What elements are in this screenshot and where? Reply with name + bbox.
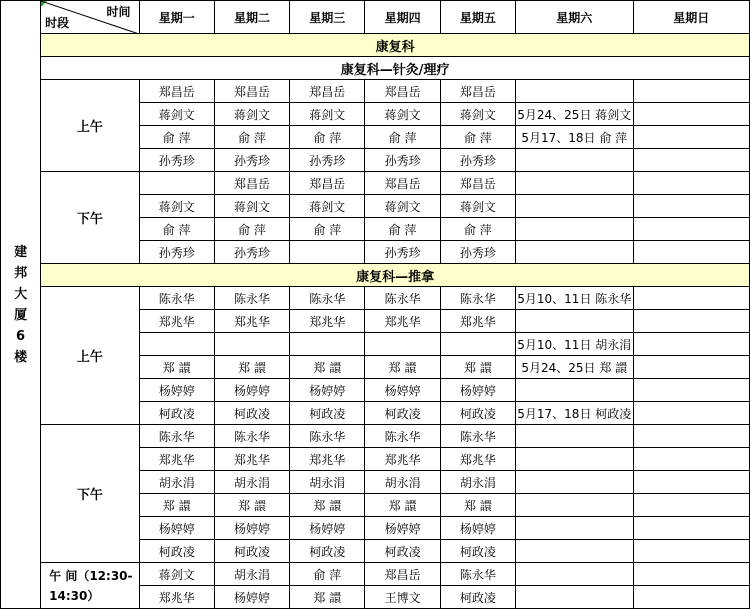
sunday-cell bbox=[633, 563, 750, 586]
doctor-cell-tue: 俞 萍 bbox=[214, 218, 289, 241]
slot-label: 时段 bbox=[45, 16, 70, 30]
schedule-row bbox=[1, 425, 750, 448]
schedule-row bbox=[1, 80, 750, 103]
morning-label: 上午 bbox=[41, 80, 139, 172]
sunday-cell bbox=[633, 471, 750, 494]
schedule-row bbox=[1, 172, 750, 195]
doctor-cell-thu: 郑昌岳 bbox=[365, 80, 440, 103]
day-header-sun: 星期日 bbox=[633, 1, 750, 34]
doctor-cell-fri: 郑兆华 bbox=[440, 448, 515, 471]
doctor-cell-wed: 俞 萍 bbox=[290, 218, 365, 241]
doctor-cell-wed: 郑兆华 bbox=[290, 310, 365, 333]
doctor-cell-tue: 杨婷婷 bbox=[214, 379, 289, 402]
saturday-cell bbox=[516, 448, 633, 471]
doctor-cell-thu: 王博文 bbox=[365, 586, 440, 609]
doctor-cell-tue: 胡永涓 bbox=[214, 563, 289, 586]
sunday-cell bbox=[633, 241, 750, 264]
doctor-cell-tue: 杨婷婷 bbox=[214, 517, 289, 540]
doctor-cell-tue: 杨婷婷 bbox=[214, 586, 289, 609]
doctor-cell-fri: 孙秀珍 bbox=[440, 149, 515, 172]
doctor-cell-thu: 郑兆华 bbox=[365, 448, 440, 471]
doctor-cell-thu: 陈永华 bbox=[365, 287, 440, 310]
doctor-cell-fri: 柯政凌 bbox=[440, 586, 515, 609]
doctor-cell-thu: 柯政凌 bbox=[365, 402, 440, 425]
sunday-cell bbox=[633, 379, 750, 402]
doctor-cell-tue: 俞 萍 bbox=[214, 126, 289, 149]
doctor-cell-thu: 杨婷婷 bbox=[365, 517, 440, 540]
doctor-cell-mon: 胡永涓 bbox=[139, 471, 214, 494]
saturday-cell bbox=[516, 195, 633, 218]
doctor-cell-wed: 蒋剑文 bbox=[290, 195, 365, 218]
sunday-cell bbox=[633, 448, 750, 471]
building-label: 建邦大厦6楼 bbox=[14, 244, 28, 365]
morning-label: 上午 bbox=[41, 287, 139, 425]
doctor-cell-mon: 郑兆华 bbox=[139, 310, 214, 333]
saturday-cell bbox=[516, 563, 633, 586]
doctor-cell-mon: 郑兆华 bbox=[139, 586, 214, 609]
doctor-cell-mon: 俞 萍 bbox=[139, 126, 214, 149]
sunday-cell bbox=[633, 402, 750, 425]
doctor-cell-thu: 郑兆华 bbox=[365, 310, 440, 333]
doctor-cell-thu: 俞 萍 bbox=[365, 218, 440, 241]
doctor-cell-mon: 郑兆华 bbox=[139, 448, 214, 471]
doctor-cell-mon: 郑昌岳 bbox=[139, 80, 214, 103]
schedule-row bbox=[1, 287, 750, 310]
sunday-cell bbox=[633, 310, 750, 333]
doctor-cell-mon: 郑 譞 bbox=[139, 494, 214, 517]
saturday-cell bbox=[516, 149, 633, 172]
doctor-cell-fri: 陈永华 bbox=[440, 425, 515, 448]
doctor-cell-fri: 蒋剑文 bbox=[440, 103, 515, 126]
doctor-cell-fri: 陈永华 bbox=[440, 287, 515, 310]
department-row bbox=[1, 34, 750, 57]
sunday-cell bbox=[633, 195, 750, 218]
department-title: 康复科 bbox=[41, 34, 750, 57]
saturday-cell: 5月24、25日 郑 譞 bbox=[516, 356, 633, 379]
saturday-cell: 5月10、11日 陈永华 bbox=[516, 287, 633, 310]
doctor-cell-fri: 郑昌岳 bbox=[440, 80, 515, 103]
doctor-cell-wed: 俞 萍 bbox=[290, 126, 365, 149]
afternoon-label: 下午 bbox=[41, 172, 139, 264]
doctor-cell-thu: 郑 譞 bbox=[365, 494, 440, 517]
doctor-cell-thu bbox=[365, 333, 440, 356]
sunday-cell bbox=[633, 425, 750, 448]
doctor-cell-tue: 蒋剑文 bbox=[214, 195, 289, 218]
doctor-cell-wed: 陈永华 bbox=[290, 425, 365, 448]
doctor-cell-thu: 杨婷婷 bbox=[365, 379, 440, 402]
doctor-cell-thu: 俞 萍 bbox=[365, 126, 440, 149]
day-header-tue: 星期二 bbox=[214, 1, 289, 34]
saturday-cell: 5月17、18日 柯政凌 bbox=[516, 402, 633, 425]
doctor-cell-fri: 胡永涓 bbox=[440, 471, 515, 494]
doctor-cell-thu: 胡永涓 bbox=[365, 471, 440, 494]
doctor-cell-mon: 蒋剑文 bbox=[139, 195, 214, 218]
building-cell bbox=[1, 1, 41, 609]
doctor-cell-wed: 郑兆华 bbox=[290, 448, 365, 471]
doctor-cell-tue: 郑 譞 bbox=[214, 494, 289, 517]
saturday-cell bbox=[516, 241, 633, 264]
doctor-cell-tue: 孙秀珍 bbox=[214, 149, 289, 172]
doctor-cell-fri: 郑 譞 bbox=[440, 356, 515, 379]
saturday-cell bbox=[516, 494, 633, 517]
saturday-cell bbox=[516, 80, 633, 103]
doctor-cell-mon: 郑 譞 bbox=[139, 356, 214, 379]
header-row bbox=[1, 1, 750, 34]
doctor-cell-wed: 郑昌岳 bbox=[290, 172, 365, 195]
sunday-cell bbox=[633, 333, 750, 356]
saturday-cell: 5月10、11日 胡永涓 bbox=[516, 333, 633, 356]
doctor-cell-wed: 郑 譞 bbox=[290, 586, 365, 609]
doctor-cell-tue: 蒋剑文 bbox=[214, 103, 289, 126]
doctor-cell-mon bbox=[139, 172, 214, 195]
doctor-cell-thu: 郑 譞 bbox=[365, 356, 440, 379]
saturday-cell bbox=[516, 172, 633, 195]
afternoon-label: 下午 bbox=[41, 425, 139, 563]
sunday-cell bbox=[633, 172, 750, 195]
doctor-cell-wed: 俞 萍 bbox=[290, 563, 365, 586]
doctor-cell-fri: 柯政凌 bbox=[440, 402, 515, 425]
doctor-cell-fri: 郑昌岳 bbox=[440, 172, 515, 195]
day-header-sat: 星期六 bbox=[516, 1, 633, 34]
doctor-cell-tue: 郑昌岳 bbox=[214, 80, 289, 103]
header-corner bbox=[41, 1, 139, 34]
sunday-cell bbox=[633, 356, 750, 379]
acupuncture-title-row bbox=[1, 57, 750, 80]
day-header-mon: 星期一 bbox=[139, 1, 214, 34]
doctor-cell-mon: 孙秀珍 bbox=[139, 149, 214, 172]
doctor-cell-tue: 胡永涓 bbox=[214, 471, 289, 494]
doctor-cell-wed: 杨婷婷 bbox=[290, 379, 365, 402]
doctor-cell-wed: 柯政凌 bbox=[290, 402, 365, 425]
doctor-cell-wed: 郑 譞 bbox=[290, 356, 365, 379]
doctor-cell-tue: 陈永华 bbox=[214, 287, 289, 310]
doctor-cell-thu: 郑昌岳 bbox=[365, 563, 440, 586]
saturday-cell bbox=[516, 517, 633, 540]
doctor-cell-mon: 杨婷婷 bbox=[139, 517, 214, 540]
massage-title: 康复科—推拿 bbox=[41, 264, 750, 287]
doctor-cell-fri: 郑 譞 bbox=[440, 494, 515, 517]
sunday-cell bbox=[633, 126, 750, 149]
acupuncture-title: 康复科—针灸/理疗 bbox=[41, 57, 750, 80]
doctor-cell-fri: 柯政凌 bbox=[440, 540, 515, 563]
saturday-cell bbox=[516, 425, 633, 448]
doctor-cell-tue bbox=[214, 333, 289, 356]
doctor-cell-mon: 柯政凌 bbox=[139, 402, 214, 425]
sunday-cell bbox=[633, 287, 750, 310]
saturday-cell: 5月24、25日 蒋剑文 bbox=[516, 103, 633, 126]
doctor-cell-mon: 孙秀珍 bbox=[139, 241, 214, 264]
doctor-cell-wed: 杨婷婷 bbox=[290, 517, 365, 540]
doctor-cell-mon bbox=[139, 333, 214, 356]
saturday-cell bbox=[516, 379, 633, 402]
doctor-cell-thu: 蒋剑文 bbox=[365, 103, 440, 126]
doctor-cell-fri: 杨婷婷 bbox=[440, 379, 515, 402]
sunday-cell bbox=[633, 218, 750, 241]
sunday-cell bbox=[633, 517, 750, 540]
sunday-cell bbox=[633, 540, 750, 563]
doctor-cell-thu: 孙秀珍 bbox=[365, 149, 440, 172]
saturday-cell bbox=[516, 471, 633, 494]
doctor-cell-tue: 陈永华 bbox=[214, 425, 289, 448]
time-label: 时间 bbox=[106, 5, 131, 19]
doctor-cell-mon: 俞 萍 bbox=[139, 218, 214, 241]
saturday-cell bbox=[516, 218, 633, 241]
doctor-cell-mon: 陈永华 bbox=[139, 287, 214, 310]
doctor-cell-mon: 柯政凌 bbox=[139, 540, 214, 563]
day-header-wed: 星期三 bbox=[290, 1, 365, 34]
doctor-cell-fri: 俞 萍 bbox=[440, 126, 515, 149]
doctor-cell-thu: 柯政凌 bbox=[365, 540, 440, 563]
doctor-cell-tue: 郑 譞 bbox=[214, 356, 289, 379]
doctor-cell-fri: 陈永华 bbox=[440, 563, 515, 586]
doctor-cell-thu: 蒋剑文 bbox=[365, 195, 440, 218]
doctor-cell-thu: 孙秀珍 bbox=[365, 241, 440, 264]
doctor-cell-wed: 郑昌岳 bbox=[290, 80, 365, 103]
doctor-cell-fri: 杨婷婷 bbox=[440, 517, 515, 540]
doctor-cell-fri: 蒋剑文 bbox=[440, 195, 515, 218]
doctor-cell-tue: 郑昌岳 bbox=[214, 172, 289, 195]
doctor-cell-tue: 郑兆华 bbox=[214, 448, 289, 471]
doctor-cell-tue: 郑兆华 bbox=[214, 310, 289, 333]
doctor-cell-tue: 柯政凌 bbox=[214, 540, 289, 563]
doctor-cell-wed: 陈永华 bbox=[290, 287, 365, 310]
saturday-cell: 5月17、18日 俞 萍 bbox=[516, 126, 633, 149]
sunday-cell bbox=[633, 149, 750, 172]
sunday-cell bbox=[633, 80, 750, 103]
doctor-cell-fri: 俞 萍 bbox=[440, 218, 515, 241]
doctor-cell-tue: 孙秀珍 bbox=[214, 241, 289, 264]
sunday-cell bbox=[633, 494, 750, 517]
schedule-row bbox=[1, 563, 750, 586]
doctor-cell-fri: 郑兆华 bbox=[440, 310, 515, 333]
doctor-cell-wed bbox=[290, 241, 365, 264]
massage-title-row bbox=[1, 264, 750, 287]
doctor-cell-wed: 蒋剑文 bbox=[290, 103, 365, 126]
day-header-fri: 星期五 bbox=[440, 1, 515, 34]
saturday-cell bbox=[516, 310, 633, 333]
doctor-cell-thu: 陈永华 bbox=[365, 425, 440, 448]
doctor-cell-wed: 孙秀珍 bbox=[290, 149, 365, 172]
saturday-cell bbox=[516, 586, 633, 609]
doctor-cell-wed: 郑 譞 bbox=[290, 494, 365, 517]
doctor-cell-wed: 柯政凌 bbox=[290, 540, 365, 563]
sunday-cell bbox=[633, 103, 750, 126]
doctor-cell-fri: 孙秀珍 bbox=[440, 241, 515, 264]
day-header-thu: 星期四 bbox=[365, 1, 440, 34]
doctor-cell-wed: 胡永涓 bbox=[290, 471, 365, 494]
doctor-cell-fri bbox=[440, 333, 515, 356]
doctor-cell-wed bbox=[290, 333, 365, 356]
doctor-cell-mon: 陈永华 bbox=[139, 425, 214, 448]
doctor-cell-tue: 柯政凌 bbox=[214, 402, 289, 425]
doctor-cell-thu: 郑昌岳 bbox=[365, 172, 440, 195]
saturday-cell bbox=[516, 540, 633, 563]
noon-label: 午 间（12:30-14:30） bbox=[41, 563, 139, 609]
doctor-cell-mon: 蒋剑文 bbox=[139, 103, 214, 126]
doctor-cell-mon: 杨婷婷 bbox=[139, 379, 214, 402]
sunday-cell bbox=[633, 586, 750, 609]
doctor-cell-mon: 蒋剑文 bbox=[139, 563, 214, 586]
